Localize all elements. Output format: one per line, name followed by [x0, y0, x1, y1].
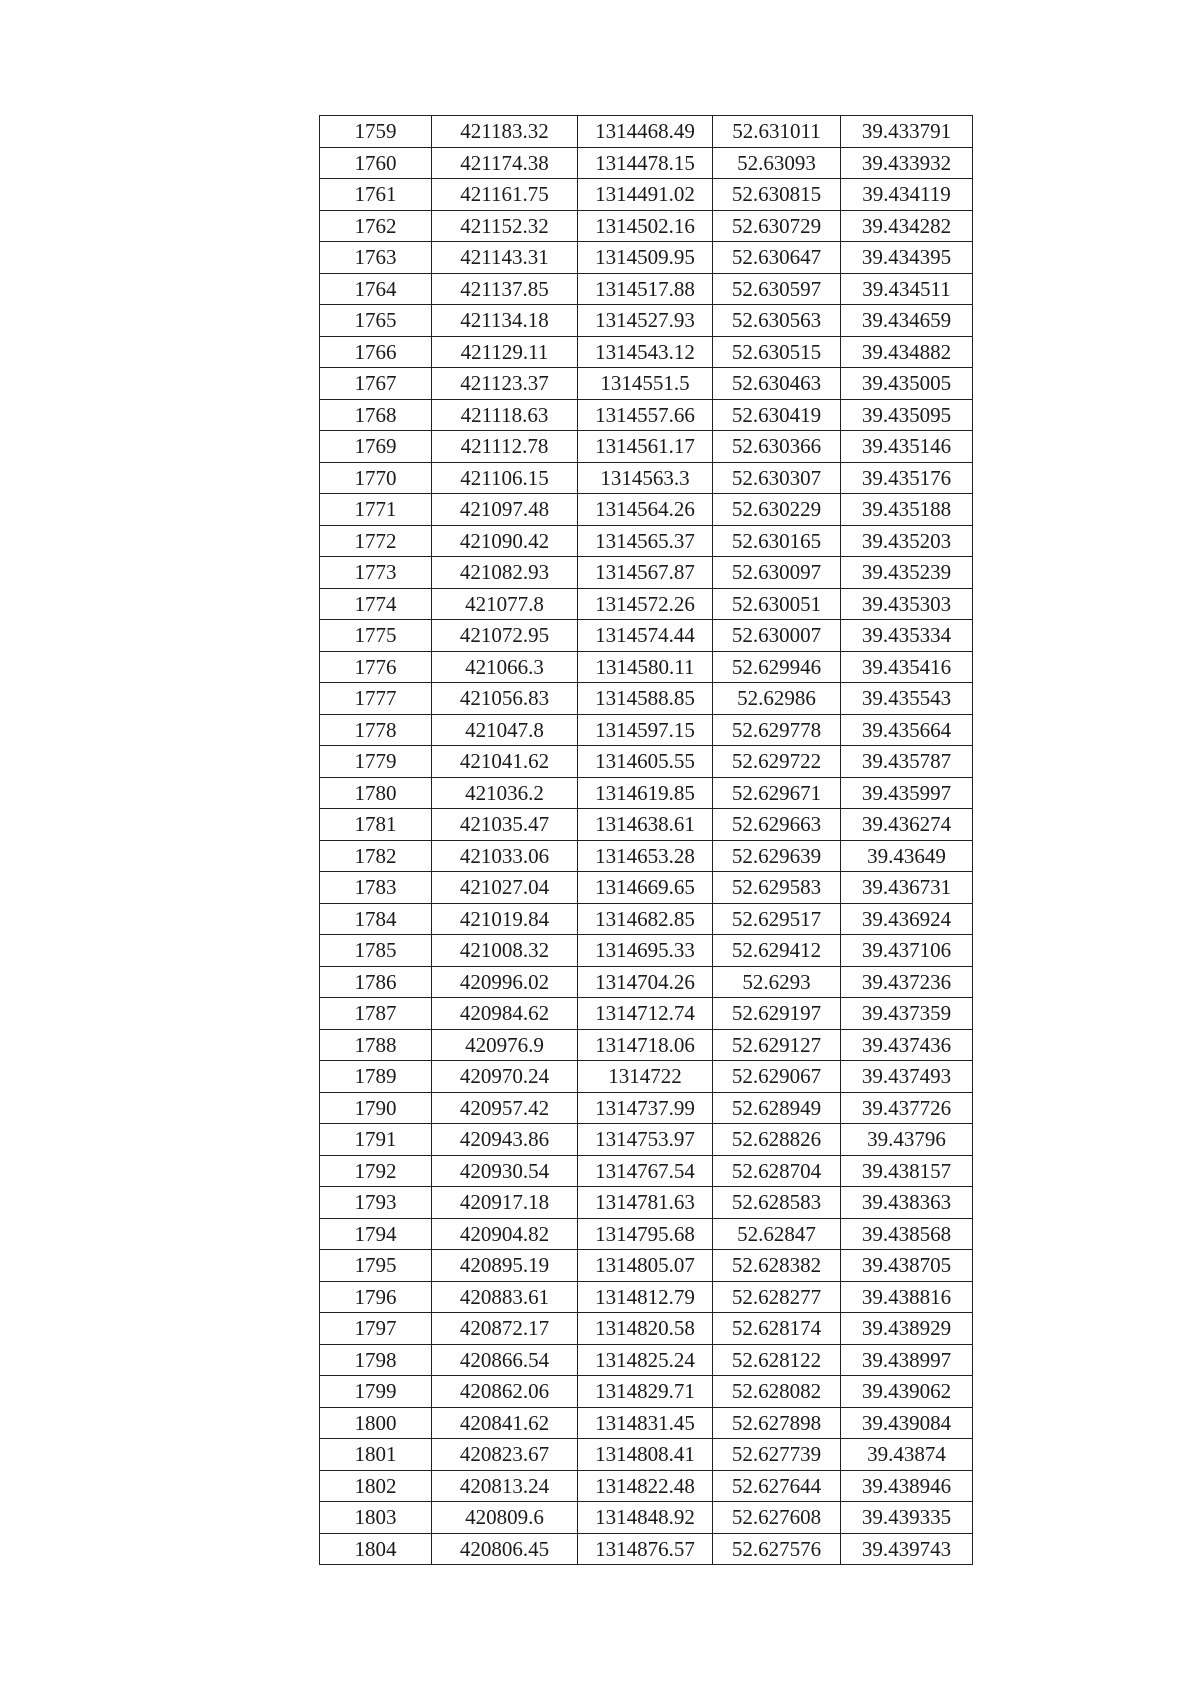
- y-coordinate-cell: 1314564.26: [578, 494, 713, 526]
- latitude-cell: 52.629946: [713, 651, 841, 683]
- latitude-cell: 52.6293: [713, 966, 841, 998]
- y-coordinate-cell: 1314753.97: [578, 1124, 713, 1156]
- point-number-cell: 1799: [320, 1376, 432, 1408]
- latitude-cell: 52.629517: [713, 903, 841, 935]
- coordinates-table: [319, 115, 973, 1565]
- longitude-cell: 39.435146: [841, 431, 973, 463]
- y-coordinate-cell: 1314574.44: [578, 620, 713, 652]
- table-row: [320, 1439, 973, 1471]
- table-row: [320, 1376, 973, 1408]
- latitude-cell: 52.630647: [713, 242, 841, 274]
- x-coordinate-cell: 421035.47: [432, 809, 578, 841]
- point-number-cell: 1771: [320, 494, 432, 526]
- table-row: [320, 1092, 973, 1124]
- latitude-cell: 52.630815: [713, 179, 841, 211]
- longitude-cell: 39.435239: [841, 557, 973, 589]
- longitude-cell: 39.435543: [841, 683, 973, 715]
- latitude-cell: 52.62847: [713, 1218, 841, 1250]
- y-coordinate-cell: 1314712.74: [578, 998, 713, 1030]
- y-coordinate-cell: 1314682.85: [578, 903, 713, 935]
- table-row: [320, 336, 973, 368]
- longitude-cell: 39.438568: [841, 1218, 973, 1250]
- point-number-cell: 1800: [320, 1407, 432, 1439]
- latitude-cell: 52.628277: [713, 1281, 841, 1313]
- table-row: [320, 116, 973, 148]
- x-coordinate-cell: 421134.18: [432, 305, 578, 337]
- table-row: [320, 494, 973, 526]
- latitude-cell: 52.631011: [713, 116, 841, 148]
- longitude-cell: 39.434119: [841, 179, 973, 211]
- y-coordinate-cell: 1314509.95: [578, 242, 713, 274]
- x-coordinate-cell: 421174.38: [432, 147, 578, 179]
- table-row: [320, 431, 973, 463]
- x-coordinate-cell: 420823.67: [432, 1439, 578, 1471]
- x-coordinate-cell: 421129.11: [432, 336, 578, 368]
- longitude-cell: 39.435188: [841, 494, 973, 526]
- x-coordinate-cell: 421041.62: [432, 746, 578, 778]
- table-row: [320, 1029, 973, 1061]
- longitude-cell: 39.435095: [841, 399, 973, 431]
- longitude-cell: 39.434395: [841, 242, 973, 274]
- y-coordinate-cell: 1314822.48: [578, 1470, 713, 1502]
- y-coordinate-cell: 1314805.07: [578, 1250, 713, 1282]
- longitude-cell: 39.438946: [841, 1470, 973, 1502]
- x-coordinate-cell: 420930.54: [432, 1155, 578, 1187]
- table-row: [320, 1281, 973, 1313]
- longitude-cell: 39.437436: [841, 1029, 973, 1061]
- latitude-cell: 52.630097: [713, 557, 841, 589]
- latitude-cell: 52.627608: [713, 1502, 841, 1534]
- latitude-cell: 52.630463: [713, 368, 841, 400]
- point-number-cell: 1794: [320, 1218, 432, 1250]
- y-coordinate-cell: 1314638.61: [578, 809, 713, 841]
- latitude-cell: 52.630563: [713, 305, 841, 337]
- x-coordinate-cell: 421077.8: [432, 588, 578, 620]
- latitude-cell: 52.629127: [713, 1029, 841, 1061]
- longitude-cell: 39.438816: [841, 1281, 973, 1313]
- x-coordinate-cell: 420957.42: [432, 1092, 578, 1124]
- point-number-cell: 1759: [320, 116, 432, 148]
- latitude-cell: 52.628949: [713, 1092, 841, 1124]
- y-coordinate-cell: 1314527.93: [578, 305, 713, 337]
- x-coordinate-cell: 420917.18: [432, 1187, 578, 1219]
- y-coordinate-cell: 1314605.55: [578, 746, 713, 778]
- y-coordinate-cell: 1314468.49: [578, 116, 713, 148]
- table-row: [320, 273, 973, 305]
- longitude-cell: 39.439062: [841, 1376, 973, 1408]
- longitude-cell: 39.435787: [841, 746, 973, 778]
- y-coordinate-cell: 1314737.99: [578, 1092, 713, 1124]
- latitude-cell: 52.627576: [713, 1533, 841, 1565]
- longitude-cell: 39.435005: [841, 368, 973, 400]
- x-coordinate-cell: 420904.82: [432, 1218, 578, 1250]
- y-coordinate-cell: 1314551.5: [578, 368, 713, 400]
- longitude-cell: 39.435334: [841, 620, 973, 652]
- longitude-cell: 39.434659: [841, 305, 973, 337]
- x-coordinate-cell: 421123.37: [432, 368, 578, 400]
- latitude-cell: 52.627644: [713, 1470, 841, 1502]
- table-row: [320, 651, 973, 683]
- longitude-cell: 39.437726: [841, 1092, 973, 1124]
- x-coordinate-cell: 420862.06: [432, 1376, 578, 1408]
- longitude-cell: 39.433932: [841, 147, 973, 179]
- x-coordinate-cell: 421137.85: [432, 273, 578, 305]
- table-row: [320, 1470, 973, 1502]
- longitude-cell: 39.435303: [841, 588, 973, 620]
- x-coordinate-cell: 421066.3: [432, 651, 578, 683]
- y-coordinate-cell: 1314831.45: [578, 1407, 713, 1439]
- point-number-cell: 1788: [320, 1029, 432, 1061]
- longitude-cell: 39.438157: [841, 1155, 973, 1187]
- table-row: [320, 714, 973, 746]
- y-coordinate-cell: 1314848.92: [578, 1502, 713, 1534]
- table-row: [320, 935, 973, 967]
- longitude-cell: 39.437106: [841, 935, 973, 967]
- longitude-cell: 39.435176: [841, 462, 973, 494]
- y-coordinate-cell: 1314704.26: [578, 966, 713, 998]
- table-row: [320, 809, 973, 841]
- table-row: [320, 147, 973, 179]
- table-row: [320, 525, 973, 557]
- table-row: [320, 1407, 973, 1439]
- latitude-cell: 52.629197: [713, 998, 841, 1030]
- latitude-cell: 52.628082: [713, 1376, 841, 1408]
- x-coordinate-cell: 420943.86: [432, 1124, 578, 1156]
- y-coordinate-cell: 1314653.28: [578, 840, 713, 872]
- longitude-cell: 39.435997: [841, 777, 973, 809]
- latitude-cell: 52.630165: [713, 525, 841, 557]
- x-coordinate-cell: 420806.45: [432, 1533, 578, 1565]
- point-number-cell: 1784: [320, 903, 432, 935]
- table-row: [320, 1533, 973, 1565]
- point-number-cell: 1790: [320, 1092, 432, 1124]
- x-coordinate-cell: 421047.8: [432, 714, 578, 746]
- x-coordinate-cell: 420970.24: [432, 1061, 578, 1093]
- table-row: [320, 368, 973, 400]
- point-number-cell: 1773: [320, 557, 432, 589]
- longitude-cell: 39.43649: [841, 840, 973, 872]
- x-coordinate-cell: 421183.32: [432, 116, 578, 148]
- y-coordinate-cell: 1314572.26: [578, 588, 713, 620]
- y-coordinate-cell: 1314565.37: [578, 525, 713, 557]
- x-coordinate-cell: 420895.19: [432, 1250, 578, 1282]
- table-row: [320, 683, 973, 715]
- y-coordinate-cell: 1314767.54: [578, 1155, 713, 1187]
- latitude-cell: 52.62986: [713, 683, 841, 715]
- y-coordinate-cell: 1314669.65: [578, 872, 713, 904]
- latitude-cell: 52.629663: [713, 809, 841, 841]
- y-coordinate-cell: 1314619.85: [578, 777, 713, 809]
- longitude-cell: 39.436274: [841, 809, 973, 841]
- y-coordinate-cell: 1314567.87: [578, 557, 713, 589]
- point-number-cell: 1770: [320, 462, 432, 494]
- latitude-cell: 52.628122: [713, 1344, 841, 1376]
- point-number-cell: 1762: [320, 210, 432, 242]
- x-coordinate-cell: 420809.6: [432, 1502, 578, 1534]
- latitude-cell: 52.627898: [713, 1407, 841, 1439]
- point-number-cell: 1761: [320, 179, 432, 211]
- table-row: [320, 1502, 973, 1534]
- longitude-cell: 39.434282: [841, 210, 973, 242]
- longitude-cell: 39.434511: [841, 273, 973, 305]
- x-coordinate-cell: 420996.02: [432, 966, 578, 998]
- x-coordinate-cell: 421143.31: [432, 242, 578, 274]
- x-coordinate-cell: 421118.63: [432, 399, 578, 431]
- latitude-cell: 52.630307: [713, 462, 841, 494]
- y-coordinate-cell: 1314722: [578, 1061, 713, 1093]
- longitude-cell: 39.436731: [841, 872, 973, 904]
- point-number-cell: 1766: [320, 336, 432, 368]
- y-coordinate-cell: 1314812.79: [578, 1281, 713, 1313]
- y-coordinate-cell: 1314876.57: [578, 1533, 713, 1565]
- y-coordinate-cell: 1314829.71: [578, 1376, 713, 1408]
- longitude-cell: 39.438997: [841, 1344, 973, 1376]
- table-row: [320, 998, 973, 1030]
- coordinates-table-body: [320, 116, 973, 1565]
- point-number-cell: 1792: [320, 1155, 432, 1187]
- y-coordinate-cell: 1314502.16: [578, 210, 713, 242]
- latitude-cell: 52.629412: [713, 935, 841, 967]
- table-row: [320, 1313, 973, 1345]
- latitude-cell: 52.630729: [713, 210, 841, 242]
- table-row: [320, 557, 973, 589]
- point-number-cell: 1804: [320, 1533, 432, 1565]
- point-number-cell: 1763: [320, 242, 432, 274]
- x-coordinate-cell: 421008.32: [432, 935, 578, 967]
- y-coordinate-cell: 1314543.12: [578, 336, 713, 368]
- table-row: [320, 462, 973, 494]
- x-coordinate-cell: 421161.75: [432, 179, 578, 211]
- longitude-cell: 39.43796: [841, 1124, 973, 1156]
- longitude-cell: 39.438705: [841, 1250, 973, 1282]
- latitude-cell: 52.629067: [713, 1061, 841, 1093]
- point-number-cell: 1767: [320, 368, 432, 400]
- x-coordinate-cell: 421027.04: [432, 872, 578, 904]
- latitude-cell: 52.630419: [713, 399, 841, 431]
- x-coordinate-cell: 420984.62: [432, 998, 578, 1030]
- table-row: [320, 305, 973, 337]
- y-coordinate-cell: 1314597.15: [578, 714, 713, 746]
- point-number-cell: 1776: [320, 651, 432, 683]
- longitude-cell: 39.437359: [841, 998, 973, 1030]
- x-coordinate-cell: 420883.61: [432, 1281, 578, 1313]
- table-row: [320, 777, 973, 809]
- y-coordinate-cell: 1314491.02: [578, 179, 713, 211]
- x-coordinate-cell: 421033.06: [432, 840, 578, 872]
- longitude-cell: 39.434882: [841, 336, 973, 368]
- point-number-cell: 1764: [320, 273, 432, 305]
- point-number-cell: 1802: [320, 1470, 432, 1502]
- point-number-cell: 1772: [320, 525, 432, 557]
- latitude-cell: 52.629583: [713, 872, 841, 904]
- table-row: [320, 746, 973, 778]
- latitude-cell: 52.630597: [713, 273, 841, 305]
- point-number-cell: 1791: [320, 1124, 432, 1156]
- point-number-cell: 1768: [320, 399, 432, 431]
- point-number-cell: 1782: [320, 840, 432, 872]
- table-row: [320, 620, 973, 652]
- point-number-cell: 1785: [320, 935, 432, 967]
- latitude-cell: 52.629778: [713, 714, 841, 746]
- y-coordinate-cell: 1314820.58: [578, 1313, 713, 1345]
- x-coordinate-cell: 421106.15: [432, 462, 578, 494]
- table-row: [320, 399, 973, 431]
- latitude-cell: 52.630515: [713, 336, 841, 368]
- x-coordinate-cell: 421082.93: [432, 557, 578, 589]
- longitude-cell: 39.439335: [841, 1502, 973, 1534]
- longitude-cell: 39.438363: [841, 1187, 973, 1219]
- latitude-cell: 52.630007: [713, 620, 841, 652]
- x-coordinate-cell: 421019.84: [432, 903, 578, 935]
- table-row: [320, 210, 973, 242]
- latitude-cell: 52.628704: [713, 1155, 841, 1187]
- longitude-cell: 39.435203: [841, 525, 973, 557]
- point-number-cell: 1781: [320, 809, 432, 841]
- longitude-cell: 39.438929: [841, 1313, 973, 1345]
- y-coordinate-cell: 1314517.88: [578, 273, 713, 305]
- y-coordinate-cell: 1314580.11: [578, 651, 713, 683]
- latitude-cell: 52.629639: [713, 840, 841, 872]
- x-coordinate-cell: 421112.78: [432, 431, 578, 463]
- longitude-cell: 39.435416: [841, 651, 973, 683]
- point-number-cell: 1793: [320, 1187, 432, 1219]
- table-row: [320, 1344, 973, 1376]
- latitude-cell: 52.627739: [713, 1439, 841, 1471]
- table-row: [320, 1124, 973, 1156]
- y-coordinate-cell: 1314588.85: [578, 683, 713, 715]
- longitude-cell: 39.439084: [841, 1407, 973, 1439]
- longitude-cell: 39.43874: [841, 1439, 973, 1471]
- point-number-cell: 1797: [320, 1313, 432, 1345]
- latitude-cell: 52.63093: [713, 147, 841, 179]
- x-coordinate-cell: 420872.17: [432, 1313, 578, 1345]
- y-coordinate-cell: 1314825.24: [578, 1344, 713, 1376]
- point-number-cell: 1795: [320, 1250, 432, 1282]
- table-row: [320, 588, 973, 620]
- longitude-cell: 39.439743: [841, 1533, 973, 1565]
- point-number-cell: 1760: [320, 147, 432, 179]
- latitude-cell: 52.630366: [713, 431, 841, 463]
- table-row: [320, 1250, 973, 1282]
- y-coordinate-cell: 1314695.33: [578, 935, 713, 967]
- point-number-cell: 1803: [320, 1502, 432, 1534]
- point-number-cell: 1780: [320, 777, 432, 809]
- table-row: [320, 1155, 973, 1187]
- x-coordinate-cell: 420841.62: [432, 1407, 578, 1439]
- point-number-cell: 1778: [320, 714, 432, 746]
- y-coordinate-cell: 1314795.68: [578, 1218, 713, 1250]
- y-coordinate-cell: 1314563.3: [578, 462, 713, 494]
- table-row: [320, 1218, 973, 1250]
- point-number-cell: 1787: [320, 998, 432, 1030]
- latitude-cell: 52.628174: [713, 1313, 841, 1345]
- longitude-cell: 39.435664: [841, 714, 973, 746]
- point-number-cell: 1777: [320, 683, 432, 715]
- longitude-cell: 39.437236: [841, 966, 973, 998]
- longitude-cell: 39.433791: [841, 116, 973, 148]
- longitude-cell: 39.437493: [841, 1061, 973, 1093]
- latitude-cell: 52.628826: [713, 1124, 841, 1156]
- x-coordinate-cell: 421090.42: [432, 525, 578, 557]
- x-coordinate-cell: 421036.2: [432, 777, 578, 809]
- point-number-cell: 1779: [320, 746, 432, 778]
- point-number-cell: 1769: [320, 431, 432, 463]
- latitude-cell: 52.629671: [713, 777, 841, 809]
- x-coordinate-cell: 420976.9: [432, 1029, 578, 1061]
- latitude-cell: 52.628382: [713, 1250, 841, 1282]
- y-coordinate-cell: 1314561.17: [578, 431, 713, 463]
- longitude-cell: 39.436924: [841, 903, 973, 935]
- point-number-cell: 1789: [320, 1061, 432, 1093]
- x-coordinate-cell: 421072.95: [432, 620, 578, 652]
- y-coordinate-cell: 1314718.06: [578, 1029, 713, 1061]
- y-coordinate-cell: 1314781.63: [578, 1187, 713, 1219]
- table-row: [320, 872, 973, 904]
- y-coordinate-cell: 1314808.41: [578, 1439, 713, 1471]
- x-coordinate-cell: 420813.24: [432, 1470, 578, 1502]
- latitude-cell: 52.630051: [713, 588, 841, 620]
- point-number-cell: 1775: [320, 620, 432, 652]
- point-number-cell: 1765: [320, 305, 432, 337]
- x-coordinate-cell: 421056.83: [432, 683, 578, 715]
- x-coordinate-cell: 420866.54: [432, 1344, 578, 1376]
- latitude-cell: 52.629722: [713, 746, 841, 778]
- table-row: [320, 242, 973, 274]
- y-coordinate-cell: 1314478.15: [578, 147, 713, 179]
- table-row: [320, 966, 973, 998]
- point-number-cell: 1783: [320, 872, 432, 904]
- latitude-cell: 52.628583: [713, 1187, 841, 1219]
- latitude-cell: 52.630229: [713, 494, 841, 526]
- table-row: [320, 903, 973, 935]
- point-number-cell: 1774: [320, 588, 432, 620]
- table-row: [320, 1061, 973, 1093]
- x-coordinate-cell: 421097.48: [432, 494, 578, 526]
- point-number-cell: 1801: [320, 1439, 432, 1471]
- x-coordinate-cell: 421152.32: [432, 210, 578, 242]
- point-number-cell: 1798: [320, 1344, 432, 1376]
- point-number-cell: 1796: [320, 1281, 432, 1313]
- table-row: [320, 1187, 973, 1219]
- table-row: [320, 840, 973, 872]
- point-number-cell: 1786: [320, 966, 432, 998]
- y-coordinate-cell: 1314557.66: [578, 399, 713, 431]
- table-row: [320, 179, 973, 211]
